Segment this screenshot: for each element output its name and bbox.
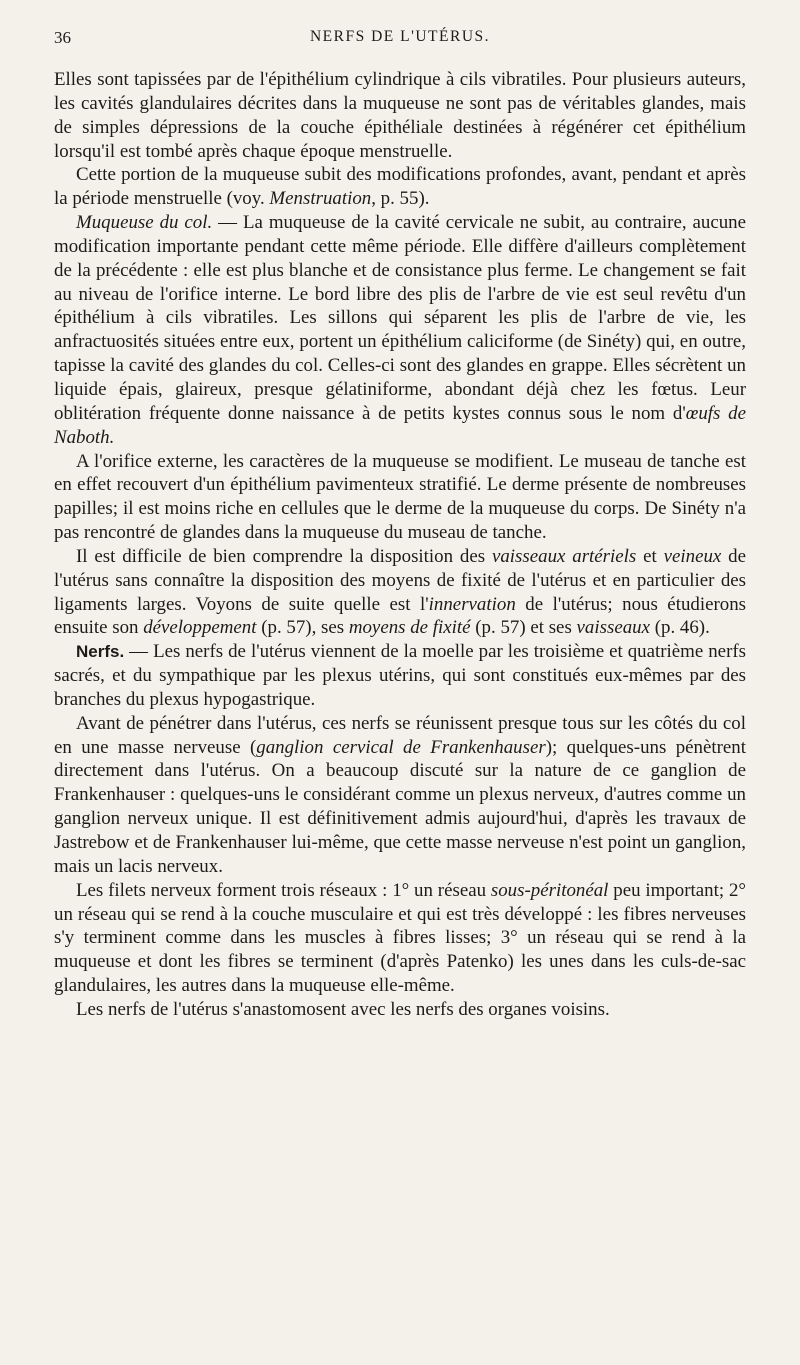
italic-term: développement [143, 617, 257, 639]
paragraph-text: , p. 55). [371, 188, 430, 210]
paragraph-text: peu important; 2° un réseau qui se rend à la couche musculaire et qui est très développé : les fibres nerveuses s'y terminent comme dans les muscles à fibres lisses; 3° un réseau qui se rend à la muqueuse et dont les fibres se terminent (d'après Patenko) les unes dans les culs-de-sac glandulaires, les autres dans la muqueuse elle-même. [54, 879, 746, 997]
italic-term: veineux [663, 545, 722, 567]
section-heading: Nerfs. [76, 642, 125, 662]
paragraph-menstrual [54, 163, 746, 211]
page-number: 36 [54, 28, 71, 47]
italic-term: vaisseaux [576, 617, 650, 639]
paragraph-anastomoses [54, 998, 746, 1022]
paragraph-text: — Les nerfs de l'utérus viennent de la moelle par les troisième et quatrième nerfs sacrés, et du sympathique par les plexus utérins, qui sont constitués eux-mêmes par des branches du plexus hypogastrique. [54, 641, 746, 710]
paragraph-text: (p. 57) et ses [470, 617, 577, 639]
paragraph-nerfs [54, 640, 746, 712]
paragraph-epithelium [54, 68, 746, 163]
italic-term: sous-péritonéal [490, 879, 609, 901]
paragraph-text: Les nerfs de l'utérus s'anastomosent avec les nerfs des organes voisins. [76, 998, 610, 1020]
paragraph-text: Cette portion de la muqueuse subit des modifications profondes, avant, pendant et après la période menstruelle (voy. [54, 164, 746, 210]
paragraph-text: (p. 46). [649, 617, 710, 639]
paragraph-orifice-externe [54, 450, 746, 545]
paragraph-text: Il est difficile de bien comprendre la disposition des [76, 545, 492, 567]
paragraph-reseaux [54, 879, 746, 998]
paragraph-text: (p. 57), ses [256, 617, 349, 639]
cross-reference: Menstruation [269, 188, 372, 210]
paragraph-muqueuse-col [54, 211, 746, 449]
italic-term: œufs de Naboth. [54, 402, 746, 448]
body-text [54, 68, 746, 1022]
italic-term: moyens de fixité [348, 617, 471, 639]
paragraph-text: de l'utérus; nous étudierons ensuite son [54, 593, 746, 639]
italic-term: vaisseaux artériels [491, 545, 637, 567]
paragraph-text: A l'orifice externe, les caractères de la muqueuse se modifient. Le museau de tanche est en effet recouvert d'un épithélium pavimenteux stratifié. Le derme présente de nombreuses papilles; il est moins riche en cellules que le derme de la muqueuse du corps. De Sinéty n'a pas rencontré de glandes dans la muqueuse du museau de tanche. [54, 450, 746, 544]
italic-term: innervation [428, 593, 516, 615]
page-header [54, 24, 746, 68]
paragraph-text: de l'utérus sans connaître la disposition des moyens de fixité de l'utérus et en particulier des ligaments larges. Voyons de suite quelle est l' [54, 545, 746, 615]
paragraph-text: — La muqueuse de la cavité cervicale ne subit, au contraire, aucune modification importante pendant cette même période. Elle diffère d'ailleurs complètement de la précédente : elle est plus blanche et de consistance plus ferme. Le changement se fait au niveau de l'orifice interne. Le bord libre des plis de l'arbre de vie est seul revêtu d'un épithélium à cils vibratiles. Les sillons qui séparent les plis de l'arbre de vie, les anfractuosités situées entre eux, portent un épithélium caliciforme (de Sinéty) qui, en outre, tapisse la cavité des glandes du col. Celles-ci sont des glandes en grappe. Elles sécrètent un liquide épais, glaireux, presque gélatiniforme, abondant déjà chez les fœtus. Leur oblitération fréquente donne naissance à de petits kystes connus sous le nom d' [54, 212, 746, 424]
paragraph-text: Les filets nerveux forment trois réseaux : 1° un réseau [76, 879, 491, 901]
paragraph-text: Elles sont tapissées par de l'épithélium cylindrique à cils vibratiles. Pour plusieurs auteurs, les cavités glandulaires décrites dans la muqueuse ne sont pas de véritables glandes, mais de simples dépressions de la couche épithéliale destinées à régénérer cet épithélium lorsqu'il est tombé après chaque époque menstruelle. [54, 69, 746, 162]
italic-term: ganglion cervical de Frankenhauser [256, 736, 546, 758]
paragraph-text: Avant de pénétrer dans l'utérus, ces nerfs se réunissent presque tous sur les côtés du col en une masse nerveuse ( [54, 712, 746, 758]
running-title: NERFS DE L'UTÉRUS. [309, 28, 491, 45]
paragraph-disposition [54, 545, 746, 640]
paragraph-ganglion [54, 712, 746, 879]
book-page [54, 24, 746, 1022]
paragraph-text: ); quelques-uns pénètrent directement dans l'utérus. On a beaucoup discuté sur la nature de ce ganglion de Frankenhauser : quelques-uns le considérant comme un plexus nerveux, d'autres comme un ganglion nerveux unique. Il est définitivement admis aujourd'hui, d'après les travaux de Jastrebow et de Frankenhauser lui-même, que cette masse nerveuse n'est point un ganglion, mais un lacis nerveux. [54, 736, 746, 877]
paragraph-text: et [636, 545, 664, 567]
section-heading: Muqueuse du col. [76, 212, 213, 234]
